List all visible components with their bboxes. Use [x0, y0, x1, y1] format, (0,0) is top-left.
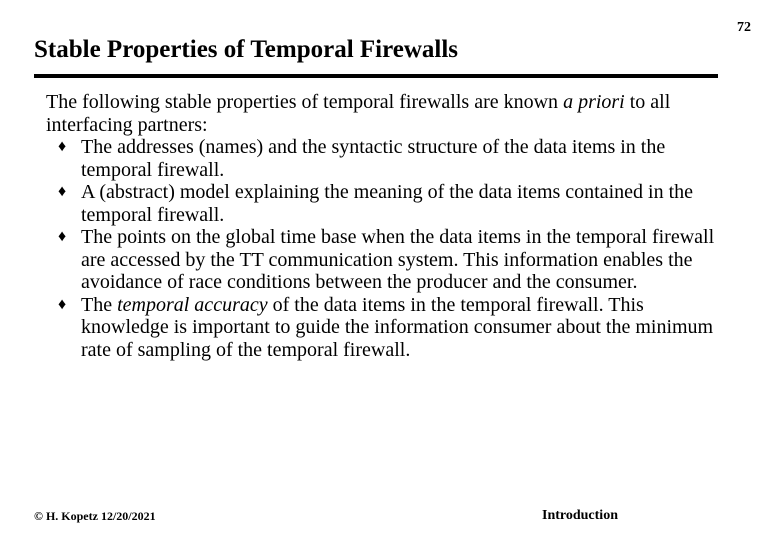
diamond-bullet-icon: ♦ [58, 295, 67, 313]
intro-paragraph [46, 91, 736, 136]
slide-title: Stable Properties of Temporal Firewalls [34, 36, 459, 63]
bullet-text: A (abstract) model explaining the meaning of the data items contained in the temporal firewall. [81, 181, 694, 226]
bullet-item [46, 294, 736, 362]
bullet-text-end: of the data items in the temporal firewall. This knowledge is important to guide the information consumer about the minimum rate of sampling of the temporal firewall. [81, 293, 714, 361]
bullet-list [46, 136, 736, 361]
diamond-bullet-icon: ♦ [58, 138, 67, 155]
bullet-text: The [81, 293, 118, 316]
title-underline [34, 74, 718, 78]
footer-section: Introduction [542, 508, 618, 523]
diamond-bullet-icon: ♦ [58, 183, 67, 200]
bullet-item [46, 136, 736, 181]
bullet-item [46, 181, 736, 226]
bullet-italic-text: temporal accuracy [117, 293, 268, 316]
intro-italic-text: a priori [563, 91, 625, 113]
footer-author-date: © H. Kopetz 12/20/2021 [34, 509, 156, 523]
intro-text: The following stable properties of temporal firewalls are known [46, 91, 564, 113]
slide-body [46, 91, 736, 361]
intro-text-end: to all interfacing partners: [46, 91, 671, 136]
bullet-text: The addresses (names) and the syntactic structure of the data items in the temporal firewall. [81, 136, 666, 181]
diamond-bullet-icon: ♦ [58, 228, 67, 245]
page-number: 72 [737, 20, 751, 35]
bullet-item [46, 226, 736, 294]
bullet-text: The points on the global time base when the data items in the temporal firewall are accessed by the TT communication system. This information enables the avoidance of race conditions between the producer and the consumer. [81, 226, 715, 293]
